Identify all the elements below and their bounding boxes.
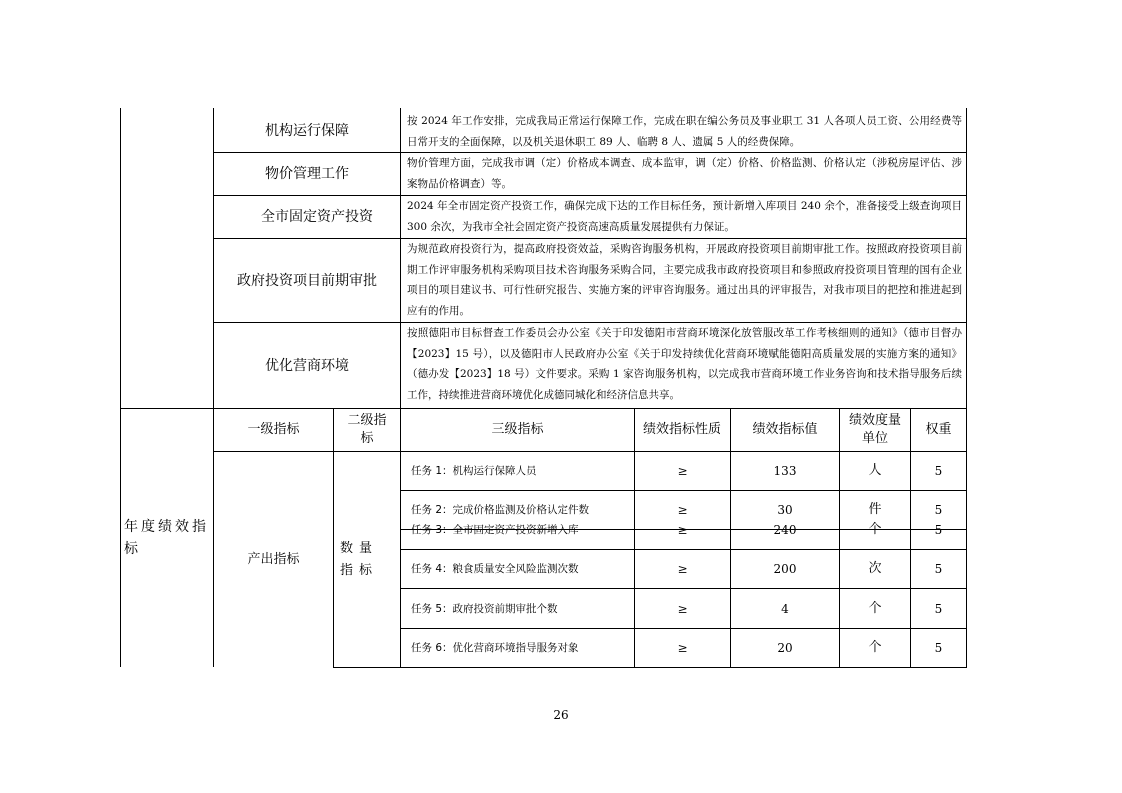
- indicator-value: 200: [773, 562, 797, 576]
- indicator-unit: 件: [868, 502, 882, 517]
- project-description: 为规范政府投资行为，提高政府投资效益，采购咨询服务机构，开展政府投资项目前期审批工作。按照政府投资项目前期工作评审服务机构采购项目技术咨询服务采购合同，主要完成我市政府投资项目和参照政府投资项目管理的国有企业项目的项目建议书、可行性研究报告、实施方案的评审咨询服务。通过出具的评审报告，对我市项目的把控和推进起到应有的作用。: [407, 243, 962, 317]
- table-left-border: [120, 108, 121, 667]
- indicator-nature: ≥: [677, 562, 688, 576]
- indicator-nature: ≥: [677, 464, 688, 478]
- header-value: 绩效指标值: [752, 422, 818, 437]
- page-number: 26: [553, 708, 569, 722]
- table-right-border: [966, 108, 967, 667]
- col-divider-level2: [333, 408, 334, 667]
- indicator-unit: 个: [868, 640, 882, 655]
- indicator-unit: 个: [868, 521, 882, 537]
- indicator-weight: 5: [934, 562, 943, 576]
- indicator-value: 4: [781, 601, 789, 616]
- header-level2: 二级指标: [347, 413, 387, 446]
- table-bottom-border: [333, 667, 967, 668]
- quantity-indicator-label: 数量指标: [340, 540, 379, 578]
- indicator-value: 20: [777, 641, 793, 655]
- task-label: 任务 2：完成价格监测及价格认定件数: [411, 504, 590, 516]
- header-level1: 一级指标: [247, 422, 300, 437]
- section-label: 年度绩效指标: [124, 519, 209, 557]
- indicator-weight: 5: [934, 503, 943, 517]
- header-nature: 绩效指标性质: [642, 422, 721, 437]
- indicator-weight: 5: [934, 601, 943, 616]
- indicator-nature: ≥: [677, 601, 688, 616]
- output-indicator-label: 产出指标: [247, 551, 300, 567]
- project-name: 政府投资项目前期审批: [237, 272, 377, 289]
- indicator-value: 133: [773, 464, 797, 478]
- project-description: 2024 年全市固定资产投资工作，确保完成下达的工作目标任务，预计新增入库项目 240 余个，准备接受上级查询项目 300 余次，为我市全社会固定资产投资高速高质量发展提供有力保证。: [407, 200, 962, 233]
- indicator-weight: 5: [934, 641, 943, 655]
- project-description: 物价管理方面，完成我市调（定）价格成本调查、成本监审，调（定）价格、价格监测、价格认定（涉税房屋评估、涉案物品价格调查）等。: [407, 157, 962, 190]
- indicator-unit: 个: [868, 600, 882, 616]
- task-label: 任务 6：优化营商环境指导服务对象: [411, 642, 579, 654]
- project-name: 机构运行保障: [265, 122, 349, 139]
- task-label: 任务 3：全市固定资产投资新增入库: [411, 523, 579, 536]
- header-weight: 权重: [925, 422, 952, 437]
- task-label: 任务 1：机构运行保障人员: [411, 465, 537, 477]
- project-description: 按 2024 年工作安排，完成我局正常运行保障工作，完成在职在编公务员及事业职工 31 人各项人员工资、公用经费等日常开支的全面保障，以及机关退休职工 89 人、临聘 8 人、遗属 5 人的经费保障。: [407, 115, 962, 148]
- project-name: 全市固定资产投资: [261, 209, 373, 225]
- project-name: 物价管理工作: [265, 166, 349, 182]
- indicator-unit: 人: [868, 463, 882, 478]
- indicator-weight: 5: [934, 464, 943, 478]
- project-name: 优化营商环境: [265, 357, 349, 374]
- indicator-value: 30: [777, 503, 793, 517]
- indicator-nature: ≥: [677, 522, 688, 537]
- indicator-nature: ≥: [677, 641, 688, 655]
- indicator-value: 240: [773, 522, 797, 537]
- header-level3: 三级指标: [491, 422, 544, 437]
- task-label: 任务 4：粮食质量安全风险监测次数: [411, 563, 579, 575]
- header-unit: 绩效度量单位: [848, 413, 901, 446]
- indicator-weight: 5: [934, 522, 943, 537]
- task-label: 任务 5：政府投资前期审批个数: [411, 602, 558, 615]
- project-description: 按照德阳市目标督查工作委员会办公室《关于印发德阳市营商环境深化放管服改革工作考核细则的通知》（德市目督办【2023】15 号），以及德阳市人民政府办公室《关于印发持续优化营商环境赋能德阳高质量发展的实施方案的通知》（德办发【2023】18 号）文件要求。采购 1 家咨询服务机构，以完成我市营商环境工作业务咨询和技术指导服务后续工作，持续推进营商环境优化成德同城化和经济信息共享。: [407, 327, 962, 401]
- indicator-nature: ≥: [677, 503, 688, 517]
- indicator-unit: 次: [868, 561, 882, 576]
